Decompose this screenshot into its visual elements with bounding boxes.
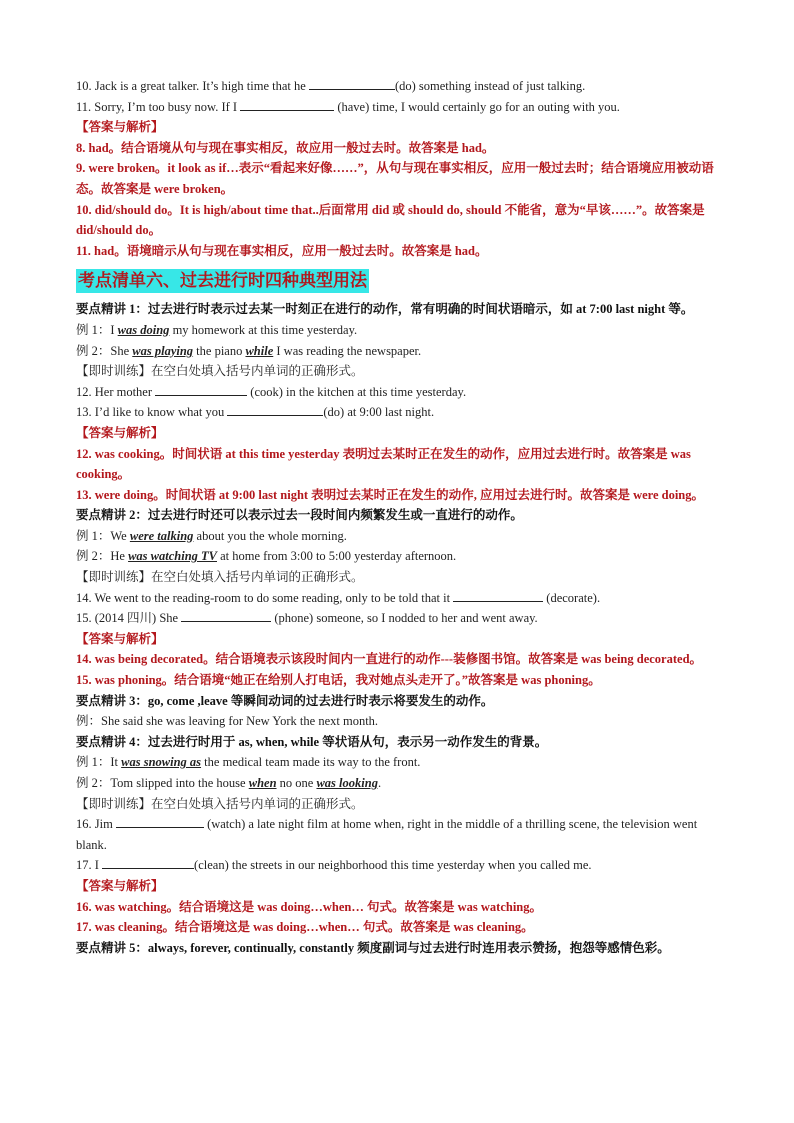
document-page <box>76 76 721 958</box>
answer-heading: 【答案与解析】 <box>76 120 164 135</box>
example-1-1: 例 1：I was doing my homework at this time yesterday. <box>76 322 358 337</box>
question-10: 10. Jack is a great talker. It’s high time that he (do) something instead of just talking. <box>76 79 586 93</box>
answer-blank[interactable] <box>181 609 271 622</box>
question-13: 13. I’d like to know what you (do) at 9:00 last night. <box>76 405 435 420</box>
answer-blank[interactable] <box>309 77 395 90</box>
drill-instruction: 【即时训练】在空白处填入括号内单词的正确形式。 <box>76 570 364 585</box>
question-17: 17. I (clean) the streets in our neighborhood this time yesterday when you called me. <box>76 858 592 873</box>
answer-11: 11. had。语境暗示从句与现在事实相反，应用一般过去时。故答案是 had。 <box>76 243 488 258</box>
answer-blank[interactable] <box>227 403 323 416</box>
answer-blank[interactable] <box>453 589 543 602</box>
example-4-2: 例 2：Tom slipped into the house when no one was looking. <box>76 776 382 790</box>
question-14: 14. We went to the reading-room to do some reading, only to be told that it (decorate). <box>76 590 601 605</box>
drill-instruction: 【即时训练】在空白处填入括号内单词的正确形式。 <box>76 364 364 379</box>
key-point-5: 要点精讲 5：always, forever, continually, constantly 频度副词与过去进行时连用表示赞扬，抱怨等感情色彩。 <box>76 940 670 955</box>
key-point-3: 要点精讲 3：go, come ,leave 等瞬间动词的过去进行时表示将要发生的动作。 <box>76 693 494 708</box>
question-15: 15. (2014 四川) She (phone) someone, so I nodded to her and went away. <box>76 611 538 626</box>
key-point-2: 要点精讲 2：过去进行时还可以表示过去一段时间内频繁发生或一直进行的动作。 <box>76 508 523 523</box>
answer-17: 17. was cleaning。结合语境这是 was doing…when… 句式。故答案是 was cleaning。 <box>76 920 534 935</box>
example-4-1: 例 1：It was snowing as the medical team made its way to the front. <box>76 755 421 770</box>
answer-heading: 【答案与解析】 <box>76 878 164 893</box>
answer-heading: 【答案与解析】 <box>76 631 164 646</box>
answer-heading: 【答案与解析】 <box>76 425 164 440</box>
answer-9: 9. were broken。it look as if…表示“看起来好像……”，从句与现在事实相反，应用一般过去时；结合语境应用被动语态。故答案是 were broken。 <box>76 161 714 196</box>
key-point-4: 要点精讲 4：过去进行时用于 as, when, while 等状语从句，表示另一动作发生的背景。 <box>76 734 548 749</box>
answer-12: 12. was cooking。时间状语 at this time yesterday 表明过去某时正在发生的动作，应用过去进行时。故答案是 was cooking。 <box>76 446 691 482</box>
answer-15: 15. was phoning。结合语境“她正在给别人打电话，我对她点头走开了。”故答案是 was phoning。 <box>76 673 601 688</box>
example-3: 例：She said she was leaving for New York the next month. <box>76 714 379 729</box>
answer-blank[interactable] <box>116 815 204 828</box>
key-point-1: 要点精讲 1：过去进行时表示过去某一时刻正在进行的动作，常有明确的时间状语暗示，如 at 7:00 last night 等。 <box>76 302 694 317</box>
answer-13: 13. were doing。时间状语 at 9:00 last night 表明过去某时正在发生的动作, 应用过去进行时。故答案是 were doing。 <box>76 487 705 502</box>
answer-10: 10. did/should do。It is high/about time that..后面常用 did 或 should do, should 不能省，意为“早该……”。故答案是 did/should do。 <box>76 202 705 238</box>
answer-blank[interactable] <box>102 856 194 869</box>
drill-instruction: 【即时训练】在空白处填入括号内单词的正确形式。 <box>76 796 364 811</box>
section-heading: 考点清单六、过去进行时四种典型用法 <box>76 269 369 293</box>
answer-8: 8. had。结合语境从句与现在事实相反，故应用一般过去时。故答案是 had。 <box>76 140 495 155</box>
answer-16: 16. was watching。结合语境这是 was doing…when… 句式。故答案是 was watching。 <box>76 899 543 914</box>
question-12: 12. Her mother (cook) in the kitchen at this time yesterday. <box>76 384 467 399</box>
example-1-2: 例 2：She was playing the piano while I was reading the newspaper. <box>76 343 422 358</box>
answer-blank[interactable] <box>240 98 334 111</box>
answer-14: 14. was being decorated。结合语境表示该段时间内一直进行的动作---装修图书馆。故答案是 was being decorated。 <box>76 652 703 667</box>
example-2-1: 例 1：We were talking about you the whole morning. <box>76 528 347 543</box>
question-11: 11. Sorry, I’m too busy now. If I (have) time, I would certainly go for an outing with you. <box>76 99 620 114</box>
question-16: 16. Jim (watch) a late night film at home when, right in the middle of a thrilling scene, the television went blank. <box>76 817 698 852</box>
example-2-2: 例 2：He was watching TV at home from 3:00 to 5:00 yesterday afternoon. <box>76 549 457 564</box>
answer-blank[interactable] <box>155 383 247 396</box>
